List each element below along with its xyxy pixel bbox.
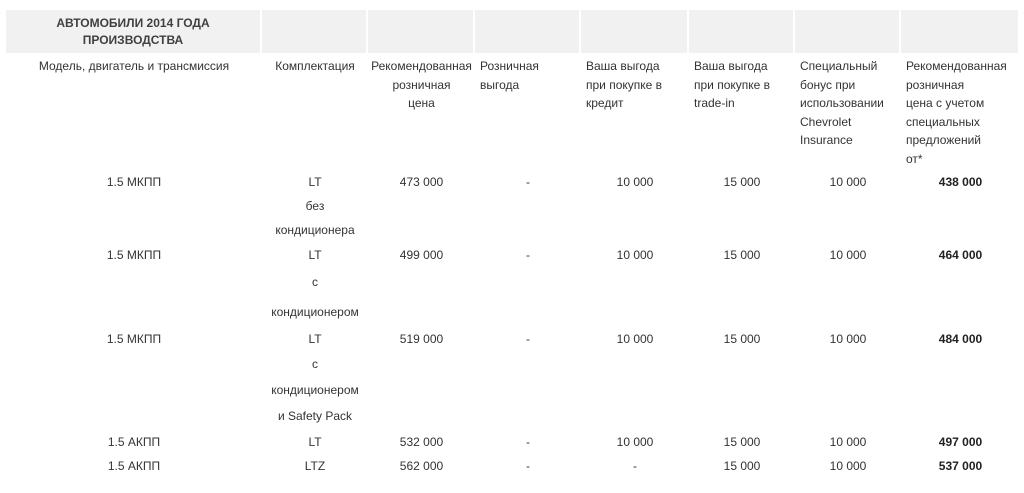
cell-model: 1.5 МКПП — [106, 175, 162, 189]
column-header-line: розничная — [392, 77, 451, 92]
table-row — [6, 327, 1020, 429]
table-title-line: ПРОИЗВОДСТВА — [82, 33, 184, 47]
cell-retail-benefit: - — [526, 435, 530, 449]
header-cell-empty — [262, 10, 366, 53]
column-header-line: цена — [408, 96, 435, 110]
column-header-line: при покупке в — [694, 77, 771, 92]
header-cell-empty — [689, 10, 793, 53]
table-row — [6, 430, 1020, 454]
column-header-insurance-bonus — [795, 57, 901, 168]
cell-credit-benefit: 10 000 — [616, 248, 654, 262]
cell-msrp: 473 000 — [399, 175, 444, 189]
trim-line: кондиционером — [271, 305, 359, 319]
column-header-line: кредит — [586, 96, 624, 110]
cell-trim — [262, 243, 368, 327]
cell-trim — [262, 430, 368, 454]
cell-final-price: 537 000 — [938, 459, 983, 473]
trim-line: без — [305, 199, 325, 213]
trim-line: с — [312, 357, 318, 371]
cell-tradein-benefit: 15 000 — [723, 435, 761, 449]
header-cell-empty — [581, 10, 687, 53]
column-header-line: Розничная — [480, 59, 539, 73]
price-table — [6, 10, 1020, 473]
cell-retail-benefit: - — [526, 248, 530, 262]
column-header-line: предложений — [906, 133, 981, 147]
column-header-final-price — [901, 57, 1020, 168]
column-header-line: Ваша выгода — [694, 59, 768, 73]
cell-model: 1.5 АКПП — [107, 435, 161, 449]
cell-model: 1.5 МКПП — [106, 248, 162, 262]
column-header-line: выгода — [480, 77, 520, 92]
column-header-line: Комплектация — [275, 59, 355, 73]
cell-credit-benefit: 10 000 — [616, 435, 654, 449]
column-header-line: trade-in — [694, 96, 735, 110]
trim-line: LT — [308, 248, 322, 262]
cell-model: 1.5 МКПП — [106, 332, 162, 346]
trim-line: с — [312, 275, 318, 289]
cell-insurance-bonus: 10 000 — [829, 175, 867, 189]
cell-final-price: 484 000 — [938, 332, 983, 346]
cell-msrp: 562 000 — [399, 459, 444, 473]
column-header-line: при покупке в — [586, 77, 663, 92]
trim-line: и Safety Pack — [277, 409, 353, 423]
column-header-credit-benefit — [581, 57, 689, 168]
trim-line: LT — [308, 435, 322, 449]
table-title — [6, 10, 260, 53]
table-row — [6, 170, 1020, 242]
cell-trim — [262, 327, 368, 429]
cell-msrp: 519 000 — [399, 332, 444, 346]
trim-line: LT — [308, 332, 322, 346]
cell-credit-benefit: 10 000 — [616, 332, 654, 346]
header-cell-empty — [795, 10, 899, 53]
table-row — [6, 454, 1020, 478]
column-header-trim — [262, 57, 368, 168]
cell-final-price: 464 000 — [938, 248, 983, 262]
cell-retail-benefit: - — [526, 459, 530, 473]
column-header-model — [6, 57, 262, 168]
cell-insurance-bonus: 10 000 — [829, 435, 867, 449]
trim-line: LT — [308, 175, 322, 189]
column-header-line: использовании — [800, 96, 884, 110]
trim-line: кондиционера — [275, 223, 355, 237]
cell-retail-benefit: - — [526, 332, 530, 346]
table-title-line: АВТОМОБИЛИ 2014 ГОДА — [56, 16, 210, 30]
cell-trim — [262, 170, 368, 242]
cell-tradein-benefit: 15 000 — [723, 175, 761, 189]
cell-trim — [262, 454, 368, 478]
column-header-line: специальных — [906, 114, 980, 129]
cell-msrp: 532 000 — [399, 435, 444, 449]
column-header-line: Рекомендованная — [906, 59, 1007, 73]
column-header-line: Chevrolet — [800, 114, 852, 129]
cell-msrp: 499 000 — [399, 248, 444, 262]
cell-insurance-bonus: 10 000 — [829, 248, 867, 262]
column-header-line: от* — [906, 151, 923, 166]
trim-line: кондиционером — [271, 383, 359, 397]
column-header-line: розничная — [906, 77, 965, 92]
column-header-tradein-benefit — [689, 57, 795, 168]
trim-line: LTZ — [304, 459, 326, 473]
cell-insurance-bonus: 10 000 — [829, 459, 867, 473]
cell-credit-benefit: 10 000 — [616, 175, 654, 189]
cell-tradein-benefit: 15 000 — [723, 459, 761, 473]
column-header-line: Ваша выгода — [586, 59, 660, 73]
cell-tradein-benefit: 15 000 — [723, 332, 761, 346]
cell-credit-benefit: - — [633, 459, 637, 473]
cell-final-price: 497 000 — [938, 435, 983, 449]
cell-insurance-bonus: 10 000 — [829, 332, 867, 346]
table-header-band — [6, 10, 1020, 53]
cell-final-price: 438 000 — [938, 175, 983, 189]
cell-retail-benefit: - — [526, 175, 530, 189]
column-header-msrp — [368, 57, 475, 168]
column-headers — [6, 57, 1020, 168]
table-row — [6, 243, 1020, 327]
cell-tradein-benefit: 15 000 — [723, 248, 761, 262]
header-cell-empty — [475, 10, 579, 53]
header-cell-empty — [368, 10, 473, 53]
column-header-line: Специальный — [800, 59, 878, 73]
column-header-line: Рекомендованная — [371, 59, 472, 73]
column-header-line: бонус при — [800, 77, 856, 92]
column-header-retail-benefit — [475, 57, 581, 168]
column-header-line: Модель, двигатель и трансмиссия — [38, 59, 230, 73]
cell-model: 1.5 АКПП — [107, 459, 161, 473]
column-header-line: Insurance — [800, 133, 853, 147]
column-header-line: цена с учетом — [906, 96, 985, 110]
header-cell-empty — [901, 10, 1018, 53]
